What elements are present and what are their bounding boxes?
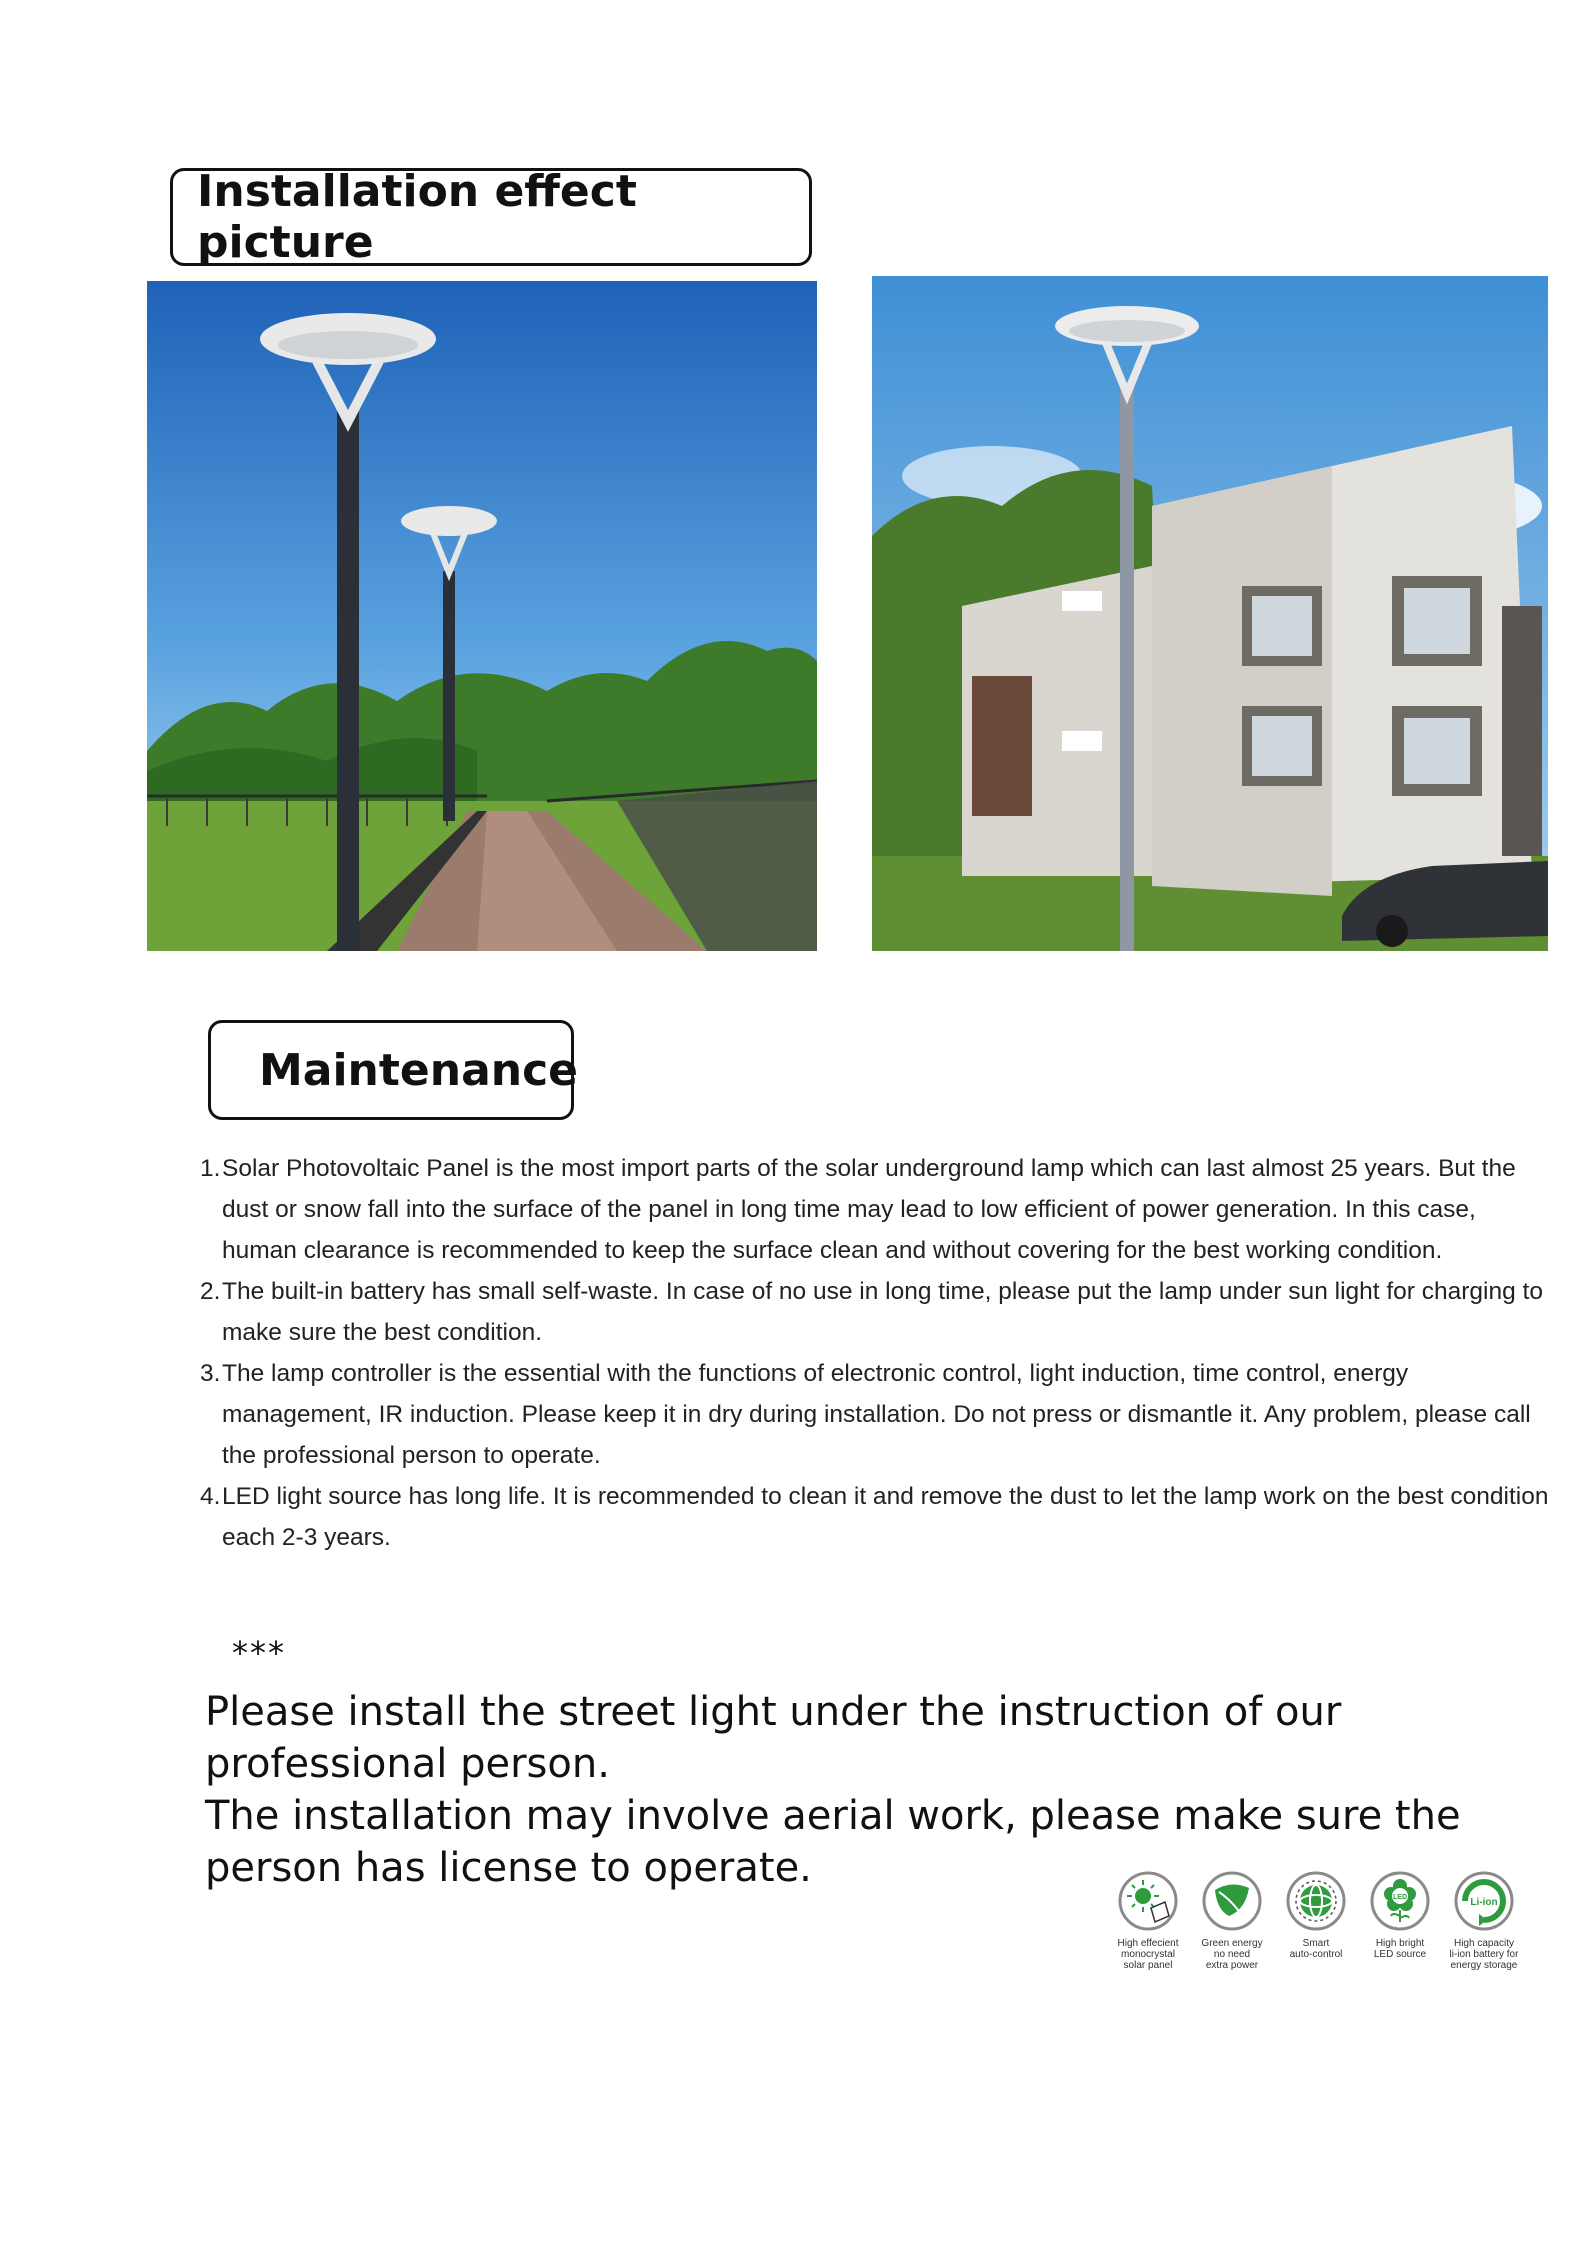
item-text: Solar Photovoltaic Panel is the most import parts of the solar underground lamp which can last almost 25 years. But the dust or snow fall into the surface of the panel in long time may lead to low efficient of power generation. In this case, human clearance is recommended to keep the surface clean and without covering for the best working condition. [222,1155,1516,1264]
feature-solar-panel [1110,1870,1186,1971]
item-number: 3. [200,1360,221,1387]
item-text: The built-in battery has small self-waste. In case of no use in long time, please put the lamp under sun light for charging to make sure the best condition. [222,1278,1543,1346]
maintenance-heading: Maintenance [208,1020,574,1120]
maintenance-item-3 [200,1353,1550,1476]
park-walkway-photo [147,281,817,951]
maintenance-item-2 [200,1271,1550,1353]
item-number: 4. [200,1483,221,1510]
svg-text:Li-ion: Li-ion [1470,1897,1498,1908]
feature-li-ion-battery [1446,1870,1522,1971]
solar-panel-icon [1117,1870,1179,1932]
item-number: 1. [200,1155,221,1182]
notice-line-1: Please install the street light under the instruction of our professional person. [205,1689,1342,1787]
maintenance-list [200,1148,1550,1558]
item-number: 2. [200,1278,221,1305]
led-flower-icon [1369,1870,1431,1932]
feature-led-source [1362,1870,1438,1971]
item-text: LED light source has long life. It is recommended to clean it and remove the dust to let the lamp work on the best condition each 2-3 years. [222,1483,1549,1551]
feature-icons [1110,1870,1522,1971]
feature-label: High effecient monocrystal solar panel [1117,1938,1179,1971]
villa-photo [872,276,1548,951]
svg-text:LED: LED [1393,1894,1407,1901]
separator-stars: *** [232,1634,286,1672]
smart-control-icon [1285,1870,1347,1932]
item-text: The lamp controller is the essential with the functions of electronic control, light induction, time control, energy management, IR induction. Please keep it in dry during installation. Do not press or dismantle it. Any problem, please call the professional person to operate. [222,1360,1531,1469]
installation-notice [205,1686,1555,1894]
feature-label: High bright LED source [1373,1938,1427,1960]
li-ion-battery-icon [1453,1870,1515,1932]
green-leaf-icon [1201,1870,1263,1932]
feature-smart-control [1278,1870,1354,1971]
maintenance-item-4 [200,1476,1550,1558]
installation-effect-heading: Installation effect picture [170,168,812,266]
feature-label: Smart auto-control [1289,1938,1343,1960]
notice-line-2: The installation may involve aerial work, please make sure the person has license to operate. [205,1793,1461,1891]
feature-label: Green energy no need extra power [1201,1938,1263,1971]
maintenance-item-1 [200,1148,1550,1271]
feature-green-energy [1194,1870,1270,1971]
feature-label: High capacity li-ion battery for energy storage [1449,1938,1519,1971]
